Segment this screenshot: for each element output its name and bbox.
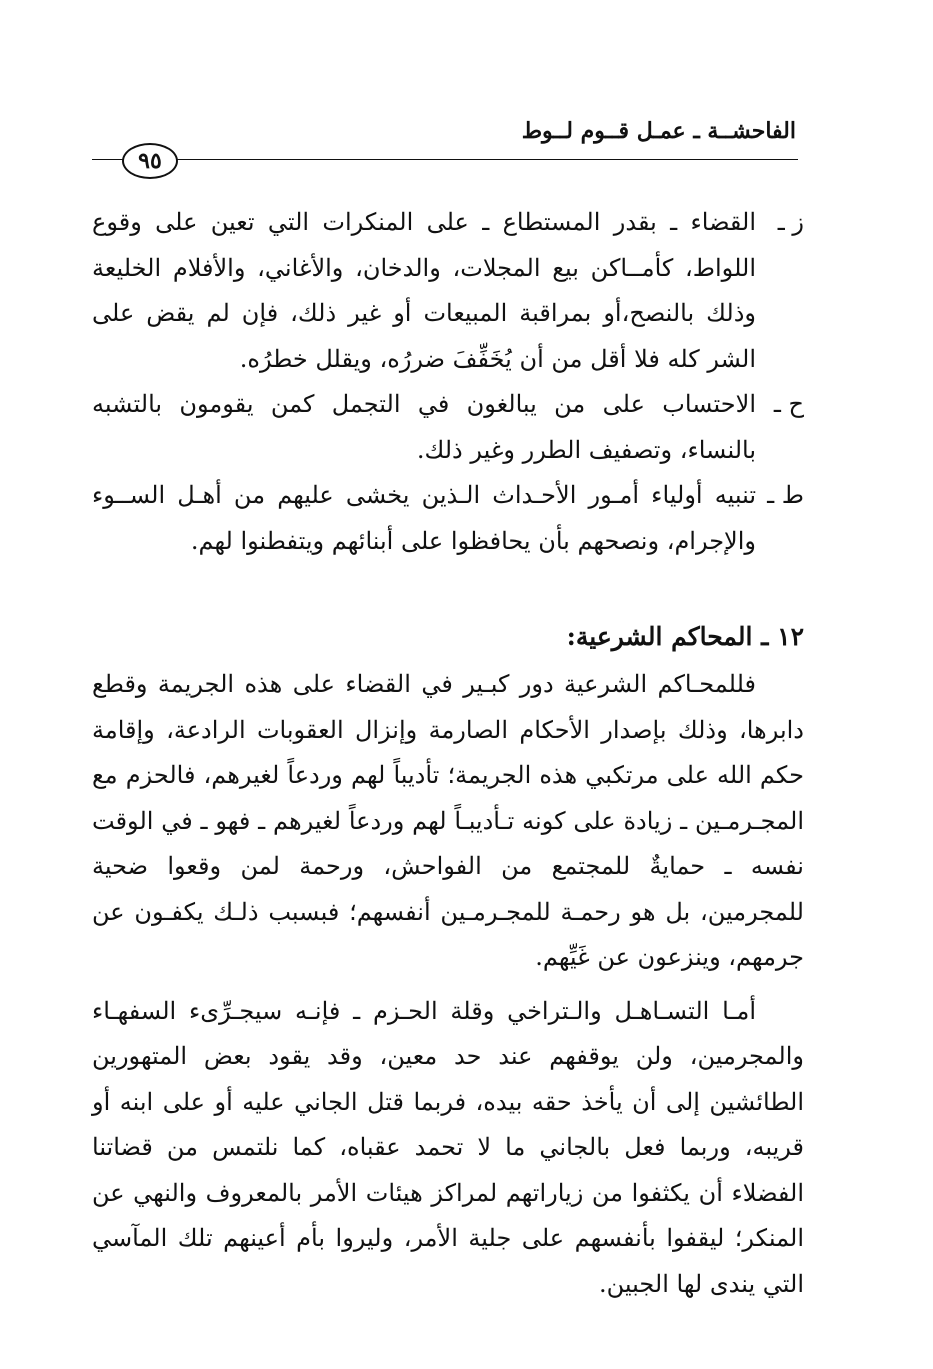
list-item — [92, 473, 804, 564]
item-letter: ح ـ — [773, 390, 804, 418]
item-letter: ط ـ — [767, 481, 804, 509]
section-spacer — [92, 564, 804, 614]
item-text: تنبيه أولياء أمـور الأحـداث الـذين يخشى عليهم من أهـل الســوء والإجرام، ونصحهم بأن يحافظوا على أبنائهم ويتفطنوا لهم. — [92, 481, 756, 555]
paragraph: فللمحـاكم الشرعية دور كبـير في القضاء على هذه الجريمة وقطع دابرها، وذلك بإصدار الأحكام الصارمة وإنزال العقوبات الرادعة، وإقامة حكم الله على مرتكبي هذه الجريمة؛ تأديباً لهم وردعاً لغيرهم، فالحزم مع المجـرمـين ـ زيادة على كونه تـأديبـاً لهم وردعاً لغيرهم ـ فهو ـ في الوقت نفسه ـ حمايةٌ للمجتمع من الفواحش، ورحمة لمن وقعوا ضحية للمجرمين، بل هو رحمـة للمجـرمـين أنفسهم؛ فبسبب ذلـك يكفـون عن جرمهم، وينزعون عن غَيِّهم. — [92, 670, 804, 971]
item-text: الاحتساب على من يبالغون في التجمل كمن يقومون بالتشبه بالنساء، وتصفيف الطرر وغير ذلك. — [92, 390, 756, 464]
paragraph: أمـا التسـاهـل والـتراخي وقلة الحـزم ـ فإنـه سيجـرِّىء السفهـاء والمجرمين، ولن يوقفهم عند حد معين، وقد يقود بعض المتهورين الطائشين إلى أن يأخذ حقه بيده، فربما قتل الجاني عليه أو على ابنه أو قريبه، وربما فعل بالجاني ما لا تحمد عقباه، كما نلتمس من قضاتنا الفضلاء أن يكثفوا من زياراتهم لمراكز هيئات الأمر بالمعروف والنهي عن المنكر؛ ليقفوا بأنفسهم على جلية الأمر، وليروا بأم أعينهم تلك المآسي التي يندى لها الجبين. — [92, 996, 804, 1298]
running-title: الفاحشــة ـ عمـل قــوم لــوط — [521, 118, 796, 144]
item-letter: ز ـ — [777, 208, 804, 236]
section-heading: ١٢ ـ المحاكم الشرعية: — [566, 622, 804, 651]
item-text: القضاء ـ بقدر المستطاع ـ على المنكرات التي تعين على وقوع اللواط، كأمــاكن بيع المجلات، والدخان، والأغاني، والأفلام الخليعة وذلك بالنصح،أو بمراقبة المبيعات أو غير ذلك، فإن لم يقض على الشر كله فلا أقل من أن يُخَفِّفَ ضررُه، ويقلل خطرُه. — [92, 208, 756, 373]
body-text — [92, 200, 804, 1315]
list-item — [92, 200, 804, 382]
header-rule — [92, 159, 798, 160]
list-item — [92, 382, 804, 473]
page-number: ٩٥ — [122, 143, 178, 179]
